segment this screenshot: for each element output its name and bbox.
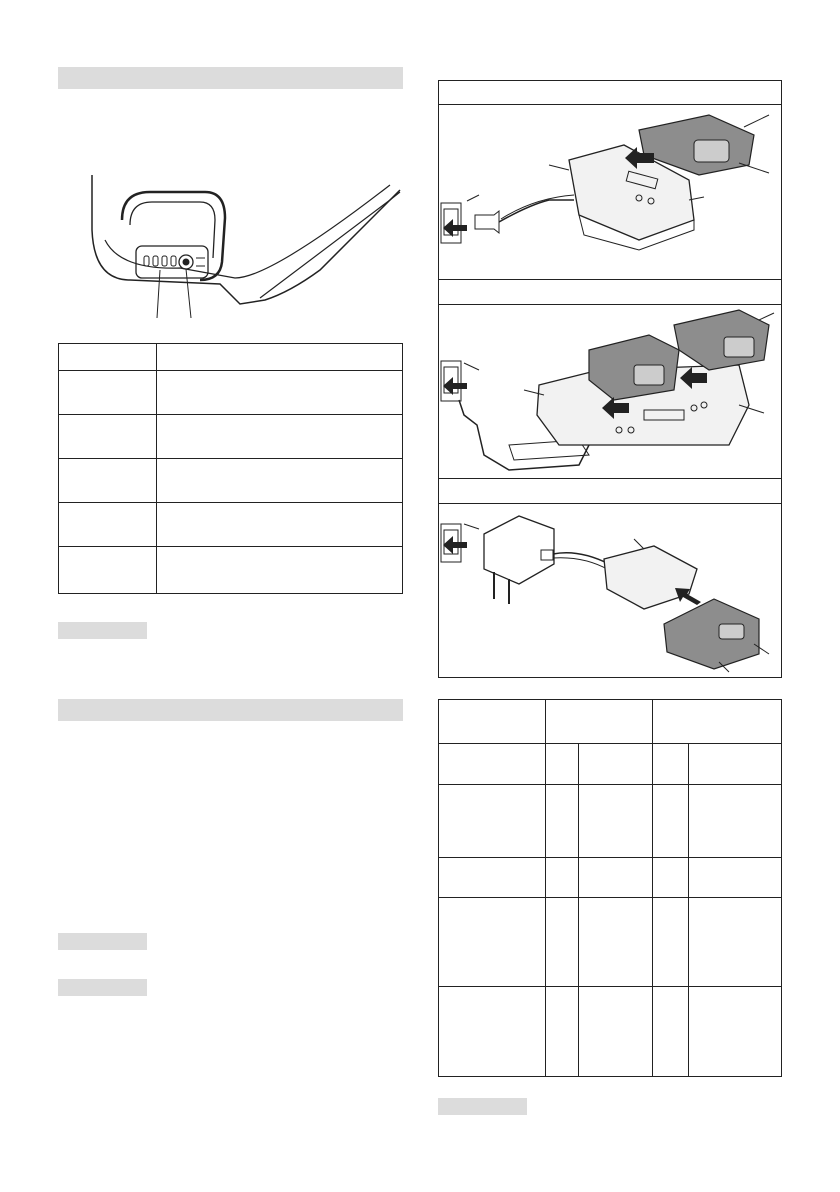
charge-table (438, 699, 782, 1077)
arrow-icon (443, 377, 467, 395)
table-row-divider (438, 784, 781, 785)
charger-adapter (439, 504, 780, 675)
arrow-icon (675, 588, 701, 605)
charger-fast-dual (439, 105, 780, 279)
note-label-2 (58, 933, 147, 950)
indicator-table-cell (157, 547, 403, 594)
indicator-table-cell (59, 415, 157, 459)
table-col-divider (545, 699, 546, 1076)
charger-dual (439, 305, 780, 478)
indicator-table-cell (59, 547, 157, 594)
indicator-table-cell (59, 371, 157, 415)
indicator-table-cell (59, 459, 157, 503)
table-row-divider (438, 857, 781, 858)
indicator-table-cell (157, 503, 403, 547)
arrow-icon (443, 536, 467, 554)
arrow-icon (443, 219, 467, 237)
note-label-1 (58, 622, 147, 639)
indicator-table-cell (157, 344, 403, 371)
table-row-divider (438, 986, 781, 987)
table-col-divider (652, 699, 653, 1076)
indicator-table-cell (157, 415, 403, 459)
battery-indicator-illustration (60, 170, 405, 320)
note-label-4 (438, 1098, 527, 1115)
table-col-divider (578, 743, 579, 1076)
table-row-divider (438, 897, 781, 898)
indicator-table-cell (157, 459, 403, 503)
note-label-3 (58, 979, 147, 996)
figure-divider (438, 478, 781, 479)
figure-divider (438, 279, 781, 280)
left-section-header-bar-2 (58, 699, 403, 721)
indicator-table-cell (157, 371, 403, 415)
table-col-divider (688, 743, 689, 1076)
table-row-divider (438, 743, 781, 744)
indicator-table (58, 343, 403, 594)
left-section-header-bar (58, 67, 403, 89)
indicator-table-cell (59, 503, 157, 547)
indicator-table-cell (59, 344, 157, 371)
